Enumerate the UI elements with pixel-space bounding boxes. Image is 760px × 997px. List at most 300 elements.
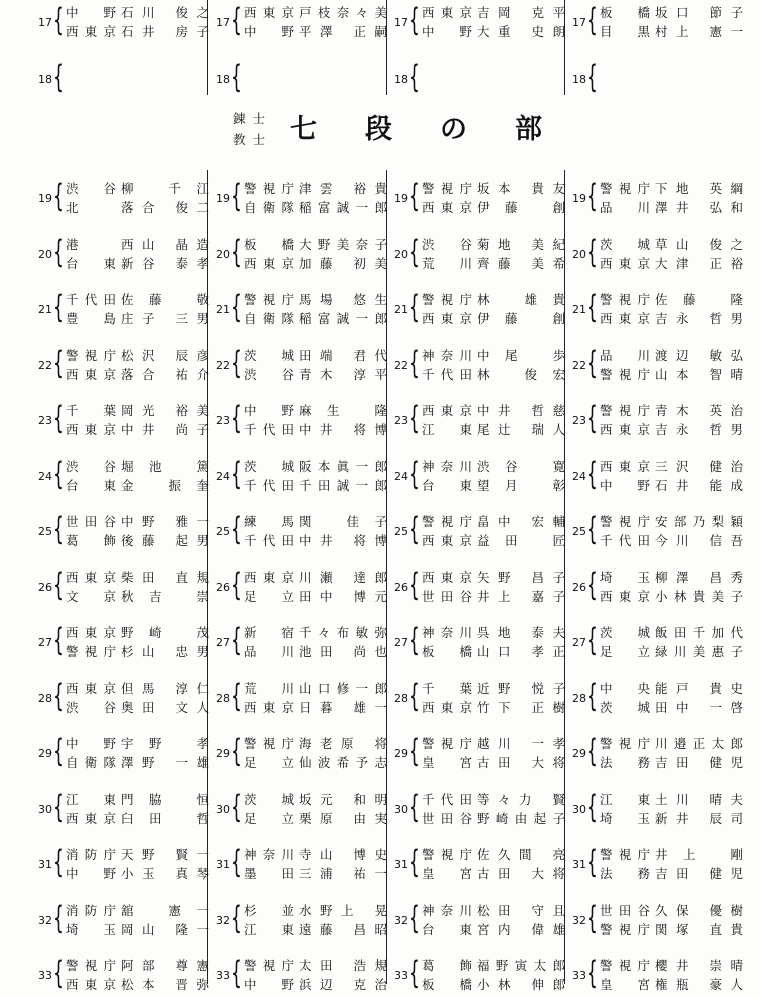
match-number: 29 <box>572 747 586 760</box>
match-entry <box>32 788 209 831</box>
competitor-name: 日暮 雄一 <box>299 699 387 715</box>
competitor-affiliation: 台東 <box>66 255 116 271</box>
match-number: 22 <box>38 358 52 372</box>
rank-kyoshi: 教士 <box>233 132 273 147</box>
match-number: 18 <box>394 73 408 86</box>
competitor-affiliation: 中野 <box>422 24 472 39</box>
competitor-affiliation: 西東京 <box>66 24 116 39</box>
competitor-name: 佐久間 亮 <box>477 847 565 862</box>
match-number: 29 <box>38 747 52 760</box>
competitor-name: 西山 晶造 <box>121 236 209 252</box>
competitor-name: 柳 千江 <box>121 181 209 196</box>
match-number: 22 <box>572 358 586 372</box>
competitor-name: 林 雄貴 <box>477 292 565 307</box>
competitor-affiliation: 品川 <box>244 644 294 659</box>
competitor-affiliation: 江東 <box>66 791 116 807</box>
competitor-name: 田中 一啓 <box>655 699 743 715</box>
competitor-affiliation: 板橋 <box>244 236 294 252</box>
match-number: 23 <box>572 414 586 427</box>
match-number: 18 <box>572 73 586 86</box>
competitor-affiliation: 中野 <box>66 736 116 751</box>
competitor-name: 麻生 隆 <box>299 403 387 418</box>
match-number: 21 <box>394 303 408 316</box>
competitor-name: 村上 憲一 <box>655 24 743 39</box>
match-number: 32 <box>216 913 230 927</box>
competitor-name: 石井 能成 <box>655 477 743 493</box>
competitor-affiliation: 渋谷 <box>422 236 472 252</box>
competitor-name: 山本 智晴 <box>655 366 743 382</box>
competitor-name: 竹下 正樹 <box>477 699 565 715</box>
competitor-affiliation: 中野 <box>600 477 650 493</box>
competitor-name: 津雲 裕貴 <box>299 181 387 196</box>
brace-icon: { <box>53 344 64 381</box>
brace-icon: { <box>587 178 598 214</box>
competitor-name: 久保 優樹 <box>655 902 743 918</box>
match-entry <box>566 846 743 886</box>
competitor-affiliation: 警視庁 <box>600 921 650 937</box>
match-entry <box>210 61 387 101</box>
competitor-affiliation: 神奈川 <box>422 458 472 474</box>
competitor-name: 矢野 昌子 <box>477 569 565 585</box>
brace-icon: { <box>231 2 242 38</box>
brace-icon: { <box>231 844 242 880</box>
competitor-name: 臼田 哲 <box>121 810 209 826</box>
match-number: 30 <box>572 802 586 816</box>
competitor-affiliation: 警視庁 <box>66 347 116 363</box>
match-entry <box>32 677 209 720</box>
match-number: 23 <box>38 414 52 427</box>
match-number: 33 <box>394 969 408 982</box>
competitor-affiliation: 西東京 <box>422 403 472 418</box>
competitor-name: 関 佳子 <box>299 514 387 529</box>
match-entry <box>210 899 387 942</box>
match-number: 26 <box>572 580 586 594</box>
match-entry <box>388 180 565 220</box>
competitor-affiliation: 法務 <box>600 755 650 770</box>
competitor-affiliation: 中野 <box>66 5 116 20</box>
match-number: 25 <box>394 525 408 538</box>
competitor-name: 中尾 歩 <box>477 347 565 363</box>
match-number: 21 <box>38 303 52 316</box>
brace-icon: { <box>231 344 242 381</box>
match-number: 31 <box>216 858 230 871</box>
match-entry <box>388 957 565 997</box>
competitor-name: 青木 英治 <box>655 403 743 418</box>
brace-icon: { <box>231 289 242 325</box>
match-entry <box>566 4 743 44</box>
competitor-affiliation: 中野 <box>66 866 116 881</box>
competitor-affiliation: 皇宮 <box>600 977 650 992</box>
brace-icon: { <box>409 59 420 95</box>
competitor-affiliation: 板橋 <box>422 644 472 659</box>
competitor-name: 秋吉 崇 <box>121 588 209 604</box>
match-number: 24 <box>38 469 52 483</box>
competitor-affiliation: 台東 <box>422 921 472 937</box>
competitor-affiliation: 警視庁 <box>600 958 650 973</box>
match-entry <box>32 4 209 44</box>
competitor-affiliation: 江東 <box>600 791 650 807</box>
match-entry <box>210 624 387 664</box>
brace-icon: { <box>231 233 242 270</box>
competitor-name: 山口 孝正 <box>477 644 565 659</box>
competitor-affiliation: 西東京 <box>422 5 472 20</box>
brace-icon: { <box>409 677 420 714</box>
competitor-affiliation: 西東京 <box>422 533 472 548</box>
match-number: 31 <box>394 858 408 871</box>
match-entry <box>210 344 387 387</box>
competitor-affiliation: 中野 <box>244 977 294 992</box>
competitor-name: 坂元 和明 <box>299 791 387 807</box>
competitor-name: 草山 俊之 <box>655 236 743 252</box>
competitor-affiliation: 西東京 <box>66 977 116 992</box>
brace-icon: { <box>587 844 598 880</box>
match-number: 27 <box>572 636 586 649</box>
competitor-affiliation: 警視庁 <box>422 736 472 751</box>
match-number: 29 <box>216 747 230 760</box>
competitor-affiliation: 茨城 <box>600 699 650 715</box>
brace-icon: { <box>231 622 242 658</box>
competitor-affiliation: 目黒 <box>600 24 650 39</box>
match-number: 18 <box>38 73 52 86</box>
match-entry <box>566 513 743 553</box>
bracket-section-top <box>0 0 760 100</box>
competitor-name: 佐藤 敬 <box>121 292 209 307</box>
competitor-name: 落合 祐介 <box>121 366 209 382</box>
match-entry <box>566 566 743 609</box>
competitor-name: 畠中 宏輔 <box>477 514 565 529</box>
match-entry <box>32 61 209 101</box>
brace-icon: { <box>53 2 64 38</box>
competitor-affiliation: 埼玉 <box>66 921 116 937</box>
match-number: 33 <box>38 969 52 982</box>
brace-icon: { <box>409 788 420 825</box>
competitor-name: 三浦 祐一 <box>299 866 387 881</box>
competitor-name: 緑川美惠子 <box>655 644 743 659</box>
competitor-name: 呉地 泰夫 <box>477 625 565 640</box>
competitor-name: 新谷 泰孝 <box>121 255 209 271</box>
brace-icon: { <box>587 344 598 381</box>
competitor-name: 山口修一郎 <box>299 680 387 696</box>
competitor-affiliation: 千代田 <box>244 533 294 548</box>
competitor-affiliation: 警視庁 <box>244 958 294 973</box>
match-number: 26 <box>216 580 230 594</box>
competitor-name: 今川 信吾 <box>655 533 743 548</box>
competitor-affiliation: 渋谷 <box>66 458 116 474</box>
competitor-name: 田端 君代 <box>299 347 387 363</box>
match-number: 19 <box>216 192 230 205</box>
competitor-affiliation: 皇宮 <box>422 866 472 881</box>
brace-icon: { <box>53 566 64 603</box>
brace-icon: { <box>409 289 420 325</box>
competitor-name: 田中 博元 <box>299 588 387 604</box>
brace-icon: { <box>231 566 242 603</box>
match-entry <box>210 957 387 997</box>
competitor-affiliation: 世田谷 <box>422 588 472 604</box>
competitor-affiliation: 渋谷 <box>244 366 294 382</box>
brace-icon: { <box>587 788 598 825</box>
competitor-affiliation: 新宿 <box>244 625 294 640</box>
match-entry <box>32 735 209 775</box>
competitor-affiliation: 神奈川 <box>422 625 472 640</box>
bracket-column <box>566 0 743 100</box>
competitor-affiliation: 消防庁 <box>66 847 116 862</box>
competitor-affiliation: 神奈川 <box>244 847 294 862</box>
match-entry <box>210 513 387 553</box>
brace-icon: { <box>587 289 598 325</box>
competitor-affiliation: 中野 <box>244 403 294 418</box>
brace-icon: { <box>587 400 598 436</box>
match-number: 25 <box>216 525 230 538</box>
competitor-name: 中井 将博 <box>299 533 387 548</box>
competitor-affiliation: 警視庁 <box>422 847 472 862</box>
match-number: 30 <box>38 802 52 816</box>
competitor-affiliation: 自衛隊 <box>244 200 294 215</box>
match-entry <box>32 566 209 609</box>
competitor-name: 但馬 淳仁 <box>121 680 209 696</box>
match-number: 22 <box>216 358 230 372</box>
match-number: 26 <box>394 580 408 594</box>
competitor-name: 佐藤 隆 <box>655 292 743 307</box>
competitor-name: 中井 尚子 <box>121 422 209 437</box>
competitor-name: 落合 俊二 <box>121 200 209 215</box>
match-entry <box>388 624 565 664</box>
brace-icon: { <box>409 233 420 270</box>
competitor-affiliation: 千代田 <box>244 422 294 437</box>
competitor-name: 柳澤 昌秀 <box>655 569 743 585</box>
competitor-name: 吉永 哲男 <box>655 311 743 326</box>
bracket-column <box>32 170 209 992</box>
brace-icon: { <box>53 178 64 214</box>
match-entry <box>210 566 387 609</box>
match-entry <box>388 4 565 44</box>
bracket-column <box>388 170 565 992</box>
competitor-affiliation: 消防庁 <box>66 902 116 918</box>
brace-icon: { <box>587 59 598 95</box>
match-number: 32 <box>38 913 52 927</box>
competitor-affiliation: 品川 <box>600 200 650 215</box>
competitor-affiliation: 警視庁 <box>66 644 116 659</box>
match-number: 17 <box>38 16 52 29</box>
match-entry <box>32 402 209 442</box>
competitor-name: 井上 嘉子 <box>477 588 565 604</box>
match-entry <box>566 180 743 220</box>
competitor-name: 千田誠一郎 <box>299 477 387 493</box>
competitor-name: 等々力 賢 <box>477 791 565 807</box>
competitor-name: 井上 剛 <box>655 847 743 862</box>
competitor-affiliation: 港 <box>66 236 79 252</box>
competitor-affiliation: 西東京 <box>422 311 472 326</box>
competitor-name: 門脇 恒 <box>121 791 209 807</box>
competitor-affiliation: 文京 <box>66 588 116 604</box>
competitor-name: 柴田 直規 <box>121 569 209 585</box>
match-entry <box>566 291 743 331</box>
match-number: 25 <box>572 525 586 538</box>
competitor-affiliation: 練馬 <box>244 514 294 529</box>
competitor-affiliation: 中野 <box>244 24 294 39</box>
competitor-affiliation: 警視庁 <box>600 847 650 862</box>
match-number: 27 <box>38 636 52 649</box>
competitor-affiliation: 渋谷 <box>66 699 116 715</box>
competitor-name: 稲富誠一郎 <box>299 311 387 326</box>
competitor-name: 関塚 直貴 <box>655 921 743 937</box>
competitor-name: 坂口 節子 <box>655 5 743 20</box>
bracket-column <box>210 0 387 100</box>
match-number: 32 <box>394 913 408 927</box>
brace-icon: { <box>53 955 64 991</box>
match-number: 24 <box>394 469 408 483</box>
match-number: 20 <box>216 247 230 261</box>
match-number: 27 <box>394 636 408 649</box>
competitor-name: 近野 悦子 <box>477 680 565 696</box>
match-entry <box>388 899 565 942</box>
match-number: 20 <box>38 247 52 261</box>
match-entry <box>210 4 387 44</box>
brace-icon: { <box>53 455 64 492</box>
match-number: 33 <box>572 969 586 982</box>
competitor-affiliation: 警視庁 <box>600 514 650 529</box>
competitor-affiliation: 千代田 <box>600 533 650 548</box>
competitor-name: 川邉正太郎 <box>655 736 743 751</box>
competitor-name: 杉山 忠男 <box>121 644 209 659</box>
section-heading <box>0 108 760 152</box>
competitor-name: 能戸 貴史 <box>655 680 743 696</box>
competitor-affiliation: 警視庁 <box>422 181 472 196</box>
competitor-affiliation: 自衛隊 <box>66 755 116 770</box>
competitor-affiliation: 西東京 <box>600 311 650 326</box>
match-entry <box>32 291 209 331</box>
match-entry <box>566 899 743 942</box>
competitor-name: 松本 晋弥 <box>121 977 209 992</box>
competitor-name: 松沢 辰彦 <box>121 347 209 363</box>
match-number: 25 <box>38 525 52 538</box>
brace-icon: { <box>53 233 64 270</box>
match-entry <box>210 233 387 276</box>
match-number: 28 <box>572 691 586 705</box>
competitor-name: 池田 尚也 <box>299 644 387 659</box>
competitor-name: 安部乃梨穎 <box>655 514 743 529</box>
brace-icon: { <box>409 511 420 547</box>
competitor-affiliation: 世田谷 <box>66 514 116 529</box>
competitor-name: 新井 辰司 <box>655 810 743 826</box>
match-entry <box>566 402 743 442</box>
competitor-affiliation: 西東京 <box>600 458 650 474</box>
competitor-name: 望月 彰 <box>477 477 565 493</box>
competitor-name: 太田 浩規 <box>299 958 387 973</box>
match-number: 30 <box>216 802 230 816</box>
competitor-affiliation: 警視庁 <box>244 292 294 307</box>
competitor-name: 川瀬 達郎 <box>299 569 387 585</box>
competitor-name: 小林 伸郎 <box>477 977 565 992</box>
bracket-column <box>566 170 743 992</box>
match-number: 29 <box>394 747 408 760</box>
competitor-affiliation: 足立 <box>244 810 294 826</box>
match-entry <box>32 180 209 220</box>
match-number: 23 <box>394 414 408 427</box>
competitor-affiliation: 千代田 <box>422 366 472 382</box>
competitor-name: 奥田 文人 <box>121 699 209 715</box>
competitor-name: 大津 正裕 <box>655 255 743 271</box>
brace-icon: { <box>231 955 242 991</box>
competitor-name: 平澤 正嗣 <box>299 24 387 39</box>
competitor-name: 澤野 一雄 <box>121 755 209 770</box>
competitor-affiliation: 警視庁 <box>600 403 650 418</box>
match-entry <box>566 455 743 498</box>
competitor-affiliation: 江東 <box>244 921 294 937</box>
competitor-affiliation: 世田谷 <box>600 902 650 918</box>
competitor-affiliation: 北 <box>66 200 79 215</box>
match-number: 22 <box>394 358 408 372</box>
competitor-affiliation: 板橋 <box>422 977 472 992</box>
competitor-affiliation: 警視庁 <box>600 366 650 382</box>
brace-icon: { <box>409 344 420 381</box>
bracket-column <box>32 0 209 100</box>
brace-icon: { <box>587 622 598 658</box>
brace-icon: { <box>409 844 420 880</box>
match-entry <box>566 624 743 664</box>
competitor-affiliation: 西東京 <box>66 625 116 640</box>
brace-icon: { <box>231 400 242 436</box>
brace-icon: { <box>409 566 420 603</box>
competitor-affiliation: 葛飾 <box>422 958 472 973</box>
match-entry <box>388 402 565 442</box>
competitor-name: 馬場 悠生 <box>299 292 387 307</box>
competitor-name: 栗原 由実 <box>299 810 387 826</box>
match-entry <box>32 957 209 997</box>
match-number: 27 <box>216 636 230 649</box>
competitor-affiliation: 台東 <box>66 477 116 493</box>
competitor-name: 遠藤 昌昭 <box>299 921 387 937</box>
brace-icon: { <box>587 566 598 603</box>
competitor-name: 吉永 哲男 <box>655 422 743 437</box>
match-entry <box>388 61 565 101</box>
competitor-name: 下地 英綱 <box>655 181 743 196</box>
brace-icon: { <box>409 899 420 936</box>
match-entry <box>32 455 209 498</box>
competitor-name: 野崎由起子 <box>477 810 565 826</box>
brace-icon: { <box>231 59 242 95</box>
match-number: 28 <box>216 691 230 705</box>
match-entry <box>388 788 565 831</box>
competitor-affiliation: 西東京 <box>422 569 472 585</box>
match-number: 31 <box>38 858 52 871</box>
competitor-affiliation: 西東京 <box>244 569 294 585</box>
competitor-affiliation: 西東京 <box>244 699 294 715</box>
competitor-name: 宮内 偉雄 <box>477 921 565 937</box>
competitor-name: 吉岡 克平 <box>477 5 565 20</box>
brace-icon: { <box>587 899 598 936</box>
competitor-name: 中井 将博 <box>299 422 387 437</box>
match-number: 17 <box>572 16 586 29</box>
competitor-affiliation: 神奈川 <box>422 347 472 363</box>
competitor-name: 青木 淳平 <box>299 366 387 382</box>
competitor-affiliation: 警視庁 <box>600 736 650 751</box>
match-number: 24 <box>572 469 586 483</box>
brace-icon: { <box>53 677 64 714</box>
competitor-affiliation: 西東京 <box>244 255 294 271</box>
competitor-affiliation: 西東京 <box>244 5 294 20</box>
competitor-name: 中井 哲慈 <box>477 403 565 418</box>
competitor-name: 岡山 隆一 <box>121 921 209 937</box>
match-number: 17 <box>216 16 230 29</box>
match-entry <box>210 455 387 498</box>
brace-icon: { <box>587 955 598 991</box>
competitor-affiliation: 神奈川 <box>422 902 472 918</box>
brace-icon: { <box>53 59 64 95</box>
competitor-name: 伊藤 創 <box>477 200 565 215</box>
brace-icon: { <box>231 178 242 214</box>
rank-labels <box>233 108 277 150</box>
brace-icon: { <box>409 178 420 214</box>
